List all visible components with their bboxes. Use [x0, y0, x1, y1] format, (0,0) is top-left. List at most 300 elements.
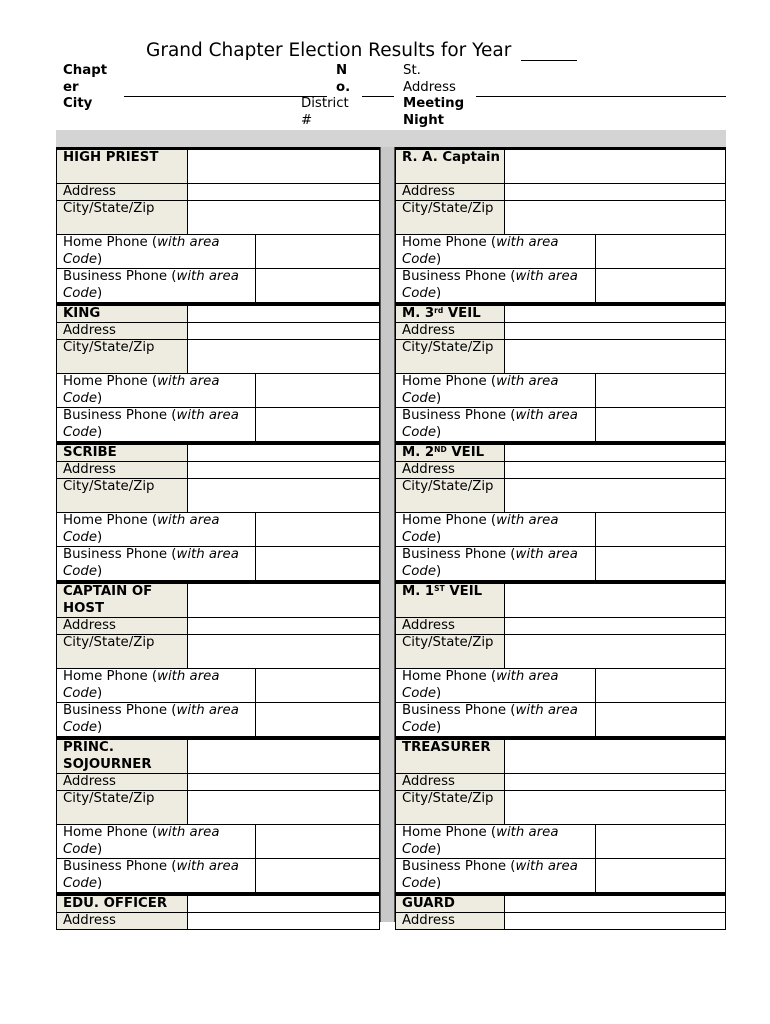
business-phone-label-text: Business Phone (: [63, 547, 177, 562]
home-phone-row: [395, 669, 726, 703]
city-state-zip-row: [56, 791, 380, 825]
officer-name-input[interactable]: [188, 584, 379, 617]
officer-title: [57, 150, 188, 183]
business-phone-label-text: Business Phone (: [402, 859, 516, 874]
city-state-zip-label: [57, 340, 188, 373]
home-phone-code-text: Code: [63, 841, 98, 857]
home-phone-label: [57, 374, 256, 407]
officer-name-row: [56, 150, 380, 184]
header-band: [56, 130, 726, 147]
business-phone-label: [396, 703, 596, 736]
home-phone-row: [56, 669, 380, 703]
home-phone-code-text: Code: [402, 390, 437, 406]
officer-block: [395, 893, 726, 930]
city-state-zip-label: [396, 479, 505, 512]
home-phone-label-italic: with area: [496, 669, 559, 684]
left-officer-column: [56, 147, 380, 930]
business-phone-code-text: Code: [63, 719, 98, 735]
city-state-zip-row: [395, 201, 726, 235]
home-phone-label-italic: with area: [157, 825, 220, 840]
home-phone-label: [396, 825, 596, 858]
business-phone-input[interactable]: [256, 703, 379, 736]
home-phone-code-paren: ): [436, 529, 442, 545]
business-phone-label: [57, 703, 256, 736]
address-input[interactable]: [188, 913, 379, 929]
officer-title: [396, 584, 505, 617]
home-phone-row: [395, 235, 726, 269]
city-state-zip-input[interactable]: [188, 340, 379, 373]
business-phone-input[interactable]: [596, 703, 725, 736]
home-phone-row: [395, 825, 726, 859]
address-row: [395, 462, 726, 479]
address-label: [396, 618, 505, 634]
officer-title-text: HIGH PRIEST: [63, 150, 159, 165]
officer-name-input[interactable]: [188, 896, 379, 912]
officer-title: [57, 306, 188, 322]
city-state-zip-label: [396, 340, 505, 373]
meeting-night-label: Meeting Night: [403, 96, 465, 128]
officer-title: [57, 896, 188, 912]
address-label-text: Address: [402, 184, 455, 199]
address-label-text: Address: [63, 618, 116, 633]
officer-title: [396, 150, 505, 183]
home-phone-label: [396, 513, 596, 546]
business-phone-label-italic: with area: [515, 547, 578, 562]
business-phone-label-text: Business Phone (: [402, 547, 516, 562]
business-phone-code-text: Code: [402, 424, 437, 440]
home-phone-label-italic: with area: [496, 825, 559, 840]
home-phone-label-italic: with area: [496, 513, 559, 528]
officer-block: [56, 581, 380, 737]
city-state-zip-label: [396, 791, 505, 824]
officer-name-row: [395, 740, 726, 774]
city-state-zip-label-text: City/State/Zip: [63, 201, 155, 216]
address-input[interactable]: [188, 462, 379, 478]
home-phone-input[interactable]: [596, 669, 725, 702]
officer-title-text: KING: [63, 306, 101, 321]
home-phone-label: [57, 513, 256, 546]
home-phone-row: [395, 374, 726, 408]
business-phone-input[interactable]: [596, 859, 725, 892]
officer-title-ordinal: rd: [434, 306, 444, 315]
chapter-field[interactable]: [124, 96, 327, 97]
city-state-zip-label: [57, 635, 188, 668]
business-phone-label: [57, 408, 256, 441]
address-input[interactable]: [505, 323, 725, 339]
address-input[interactable]: [188, 618, 379, 634]
home-phone-input[interactable]: [596, 374, 725, 407]
home-phone-label-italic: with area: [157, 513, 220, 528]
business-phone-input[interactable]: [596, 408, 725, 441]
year-field[interactable]: [521, 42, 577, 61]
business-phone-row: [56, 408, 380, 442]
home-phone-label-text: Home Phone (: [63, 235, 158, 250]
business-phone-row: [56, 547, 380, 581]
business-phone-label-italic: with area: [176, 408, 239, 423]
business-phone-label-italic: with area: [515, 269, 578, 284]
city-state-zip-label-text: City/State/Zip: [63, 635, 155, 650]
city-state-zip-label: [57, 791, 188, 824]
officer-title-part: VEIL: [443, 306, 481, 321]
city-state-zip-input[interactable]: [188, 635, 379, 668]
business-phone-code-text: Code: [63, 875, 98, 891]
business-phone-code-text: Code: [63, 563, 98, 579]
city-state-zip-label-text: City/State/Zip: [63, 340, 155, 355]
home-phone-label-text: Home Phone (: [63, 374, 158, 389]
officer-title-text: GUARD: [402, 896, 455, 911]
address-label-text: Address: [63, 913, 116, 928]
address-label: [396, 184, 505, 200]
home-phone-code-paren: ): [97, 390, 103, 406]
officer-name-input[interactable]: [505, 740, 725, 773]
address-label: [57, 184, 188, 200]
home-phone-label-text: Home Phone (: [402, 235, 497, 250]
address-label-text: Address: [402, 323, 455, 338]
business-phone-label: [396, 859, 596, 892]
column-separator: [380, 147, 395, 922]
officer-block: [56, 442, 380, 581]
city-state-zip-row: [56, 340, 380, 374]
city-state-zip-label-text: City/State/Zip: [402, 201, 494, 216]
city-state-zip-input[interactable]: [505, 791, 725, 824]
officer-title: [396, 896, 505, 912]
officer-title: [396, 445, 505, 461]
city-state-zip-row: [395, 791, 726, 825]
address-input[interactable]: [505, 913, 725, 929]
address-label: [57, 462, 188, 478]
address-row: [395, 323, 726, 340]
home-phone-code-text: Code: [402, 529, 437, 545]
business-phone-label: [57, 269, 256, 302]
officer-title-text: CAPTAIN OF HOST: [63, 584, 153, 616]
officer-block: [395, 147, 726, 303]
home-phone-row: [56, 513, 380, 547]
business-phone-input[interactable]: [256, 859, 379, 892]
business-phone-code-paren: ): [97, 563, 103, 579]
business-phone-input[interactable]: [256, 547, 379, 580]
business-phone-label-text: Business Phone (: [63, 269, 177, 284]
officer-title: [57, 740, 188, 773]
officer-block: [395, 303, 726, 442]
address-label: [57, 774, 188, 790]
home-phone-code-paren: ): [436, 251, 442, 267]
business-phone-row: [56, 859, 380, 893]
address-label-text: Address: [63, 462, 116, 477]
officer-block: [56, 147, 380, 303]
business-phone-label: [57, 547, 256, 580]
home-phone-code-paren: ): [97, 251, 103, 267]
city-state-zip-row: [56, 201, 380, 235]
city-state-zip-label-text: City/State/Zip: [402, 791, 494, 806]
officer-name-row: [56, 896, 380, 913]
city-state-zip-row: [395, 479, 726, 513]
officer-title-part: M. 2: [402, 445, 435, 460]
officer-name-input[interactable]: [188, 445, 379, 461]
officer-name-row: [56, 445, 380, 462]
city-state-zip-row: [395, 635, 726, 669]
business-phone-input[interactable]: [256, 269, 379, 302]
home-phone-input[interactable]: [596, 513, 725, 546]
address-row: [56, 618, 380, 635]
business-phone-code-paren: ): [97, 875, 103, 891]
business-phone-label-text: Business Phone (: [402, 269, 516, 284]
business-phone-label-text: Business Phone (: [63, 703, 177, 718]
address-label: [396, 774, 505, 790]
home-phone-input[interactable]: [256, 374, 379, 407]
business-phone-row: [395, 408, 726, 442]
business-phone-code-text: Code: [402, 563, 437, 579]
address-row: [56, 913, 380, 930]
officer-name-input[interactable]: [505, 584, 725, 617]
business-phone-label: [57, 859, 256, 892]
home-phone-input[interactable]: [256, 825, 379, 858]
home-phone-row: [56, 825, 380, 859]
home-phone-code-paren: ): [97, 529, 103, 545]
home-phone-label: [57, 825, 256, 858]
business-phone-label-italic: with area: [176, 269, 239, 284]
business-phone-label: [396, 269, 596, 302]
address-input[interactable]: [188, 184, 379, 200]
address-row: [395, 618, 726, 635]
no-field[interactable]: [362, 96, 394, 97]
address-label-text: Address: [63, 774, 116, 789]
officer-block: [395, 581, 726, 737]
city-state-zip-label: [57, 201, 188, 234]
home-phone-label: [396, 669, 596, 702]
business-phone-label-text: Business Phone (: [63, 859, 177, 874]
address-input[interactable]: [505, 774, 725, 790]
business-phone-label-text: Business Phone (: [402, 408, 516, 423]
city-state-zip-input[interactable]: [188, 479, 379, 512]
officer-title-part: VEIL: [444, 584, 483, 599]
address-label-text: Address: [402, 913, 455, 928]
officer-title-text: PRINC. SOJOURNER: [63, 740, 152, 772]
city-state-zip-input[interactable]: [188, 201, 379, 234]
city-state-zip-label-text: City/State/Zip: [402, 340, 494, 355]
right-officer-column: [395, 147, 726, 930]
business-phone-code-paren: ): [436, 719, 442, 735]
home-phone-label-italic: with area: [157, 669, 220, 684]
business-phone-code-paren: ): [436, 563, 442, 579]
officer-name-row: [395, 896, 726, 913]
business-phone-code-paren: ): [97, 719, 103, 735]
address-label: [396, 462, 505, 478]
home-phone-label-italic: with area: [157, 235, 220, 250]
city-state-zip-label: [396, 635, 505, 668]
business-phone-row: [56, 269, 380, 303]
officer-title-text: EDU. OFFICER: [63, 896, 168, 911]
home-phone-label-text: Home Phone (: [63, 513, 158, 528]
home-phone-label: [396, 374, 596, 407]
address-row: [395, 774, 726, 791]
business-phone-row: [395, 859, 726, 893]
city-state-zip-input[interactable]: [505, 340, 725, 373]
address-label-text: Address: [402, 618, 455, 633]
business-phone-code-text: Code: [63, 424, 98, 440]
business-phone-code-paren: ): [97, 424, 103, 440]
home-phone-label-text: Home Phone (: [63, 825, 158, 840]
officer-name-row: [56, 740, 380, 774]
address-label-text: Address: [63, 184, 116, 199]
business-phone-code-text: Code: [402, 875, 437, 891]
city-state-zip-input[interactable]: [505, 635, 725, 668]
officer-name-input[interactable]: [188, 740, 379, 773]
address-label-text: Address: [63, 323, 116, 338]
business-phone-code-paren: ): [436, 875, 442, 891]
business-phone-label-italic: with area: [515, 859, 578, 874]
city-state-zip-input[interactable]: [505, 201, 725, 234]
home-phone-label-text: Home Phone (: [402, 825, 497, 840]
address-input[interactable]: [188, 323, 379, 339]
address-row: [56, 323, 380, 340]
city-state-zip-label-text: City/State/Zip: [402, 479, 494, 494]
home-phone-code-text: Code: [402, 251, 437, 267]
officer-title-part: M. 3: [402, 306, 435, 321]
address-row: [395, 184, 726, 201]
business-phone-code-paren: ): [436, 285, 442, 301]
home-phone-code-paren: ): [97, 841, 103, 857]
business-phone-label: [396, 547, 596, 580]
home-phone-input[interactable]: [256, 669, 379, 702]
business-phone-input[interactable]: [256, 408, 379, 441]
business-phone-code-text: Code: [402, 285, 437, 301]
officer-block: [56, 893, 380, 930]
city-state-zip-label-text: City/State/Zip: [402, 635, 494, 650]
home-phone-label-text: Home Phone (: [63, 669, 158, 684]
home-phone-label-italic: with area: [157, 374, 220, 389]
officer-title-part: M. 1: [402, 584, 435, 599]
business-phone-label-text: Business Phone (: [402, 703, 516, 718]
officer-title-text: SCRIBE: [63, 445, 117, 460]
city-state-zip-label-text: City/State/Zip: [63, 479, 155, 494]
home-phone-code-text: Code: [402, 685, 437, 701]
officer-title: [396, 306, 505, 322]
officer-block: [56, 737, 380, 893]
business-phone-input[interactable]: [596, 547, 725, 580]
home-phone-code-text: Code: [63, 529, 98, 545]
address-label: [57, 618, 188, 634]
home-phone-label: [396, 235, 596, 268]
business-phone-label-italic: with area: [515, 408, 578, 423]
city-state-zip-label: [396, 201, 505, 234]
business-phone-code-paren: ): [436, 424, 442, 440]
city-state-zip-input[interactable]: [505, 479, 725, 512]
business-phone-label-text: Business Phone (: [63, 408, 177, 423]
st-address-label: St. Address: [403, 63, 456, 95]
business-phone-label-italic: with area: [515, 703, 578, 718]
home-phone-label-text: Home Phone (: [402, 669, 497, 684]
officer-name-row: [395, 150, 726, 184]
home-phone-code-paren: ): [436, 841, 442, 857]
officer-name-row: [395, 584, 726, 618]
home-phone-row: [56, 374, 380, 408]
officer-name-input[interactable]: [188, 306, 379, 322]
officer-block: [395, 442, 726, 581]
address-input[interactable]: [505, 184, 725, 200]
home-phone-label-italic: with area: [496, 235, 559, 250]
city-label: City: [63, 96, 93, 111]
home-phone-input[interactable]: [256, 513, 379, 546]
city-state-zip-input[interactable]: [188, 791, 379, 824]
home-phone-code-paren: ): [436, 390, 442, 406]
business-phone-label: [396, 408, 596, 441]
address-input[interactable]: [505, 618, 725, 634]
home-phone-label-text: Home Phone (: [402, 513, 497, 528]
address-label: [396, 323, 505, 339]
officer-name-row: [395, 445, 726, 462]
home-phone-code-text: Code: [63, 251, 98, 267]
officer-name-row: [395, 306, 726, 323]
st-address-field[interactable]: [476, 96, 726, 97]
home-phone-code-paren: ): [436, 685, 442, 701]
officer-name-input[interactable]: [505, 306, 725, 322]
district-label: District #: [301, 96, 349, 128]
home-phone-label-text: Home Phone (: [402, 374, 497, 389]
business-phone-code-paren: ): [97, 285, 103, 301]
address-label: [57, 913, 188, 929]
business-phone-input[interactable]: [596, 269, 725, 302]
business-phone-code-text: Code: [63, 285, 98, 301]
home-phone-code-paren: ): [97, 685, 103, 701]
home-phone-input[interactable]: [596, 235, 725, 268]
address-label-text: Address: [402, 462, 455, 477]
officer-name-row: [56, 584, 380, 618]
form-title-text: Grand Chapter Election Results for Year: [146, 40, 512, 61]
officer-name-input[interactable]: [505, 150, 725, 183]
officer-title-part: VEIL: [446, 445, 485, 460]
address-label: [57, 323, 188, 339]
city-state-zip-row: [56, 479, 380, 513]
business-phone-label-italic: with area: [176, 547, 239, 562]
business-phone-label-italic: with area: [176, 859, 239, 874]
home-phone-row: [56, 235, 380, 269]
home-phone-label: [57, 235, 256, 268]
address-row: [56, 774, 380, 791]
home-phone-code-text: Code: [402, 841, 437, 857]
business-phone-row: [395, 547, 726, 581]
officer-block: [395, 737, 726, 893]
city-state-zip-label: [57, 479, 188, 512]
officer-title: [57, 445, 188, 461]
no-label: N o.: [336, 63, 351, 95]
city-state-zip-row: [56, 635, 380, 669]
home-phone-input[interactable]: [256, 235, 379, 268]
home-phone-label-italic: with area: [496, 374, 559, 389]
business-phone-code-text: Code: [402, 719, 437, 735]
address-row: [56, 462, 380, 479]
officer-name-input[interactable]: [188, 150, 379, 183]
business-phone-row: [56, 703, 380, 737]
city-state-zip-row: [395, 340, 726, 374]
officer-title: [57, 584, 188, 617]
home-phone-label: [57, 669, 256, 702]
address-input[interactable]: [505, 462, 725, 478]
officer-name-input[interactable]: [505, 896, 725, 912]
officer-name-row: [56, 306, 380, 323]
officer-title-text: R. A. Captain: [402, 150, 500, 165]
address-label-text: Address: [402, 774, 455, 789]
officer-title-ordinal: ND: [434, 445, 447, 454]
home-phone-input[interactable]: [596, 825, 725, 858]
city-state-zip-label-text: City/State/Zip: [63, 791, 155, 806]
address-row: [56, 184, 380, 201]
address-input[interactable]: [188, 774, 379, 790]
address-row: [395, 913, 726, 930]
business-phone-row: [395, 269, 726, 303]
business-phone-row: [395, 703, 726, 737]
officer-title-ordinal: ST: [434, 584, 445, 593]
officer-name-input[interactable]: [505, 445, 725, 461]
